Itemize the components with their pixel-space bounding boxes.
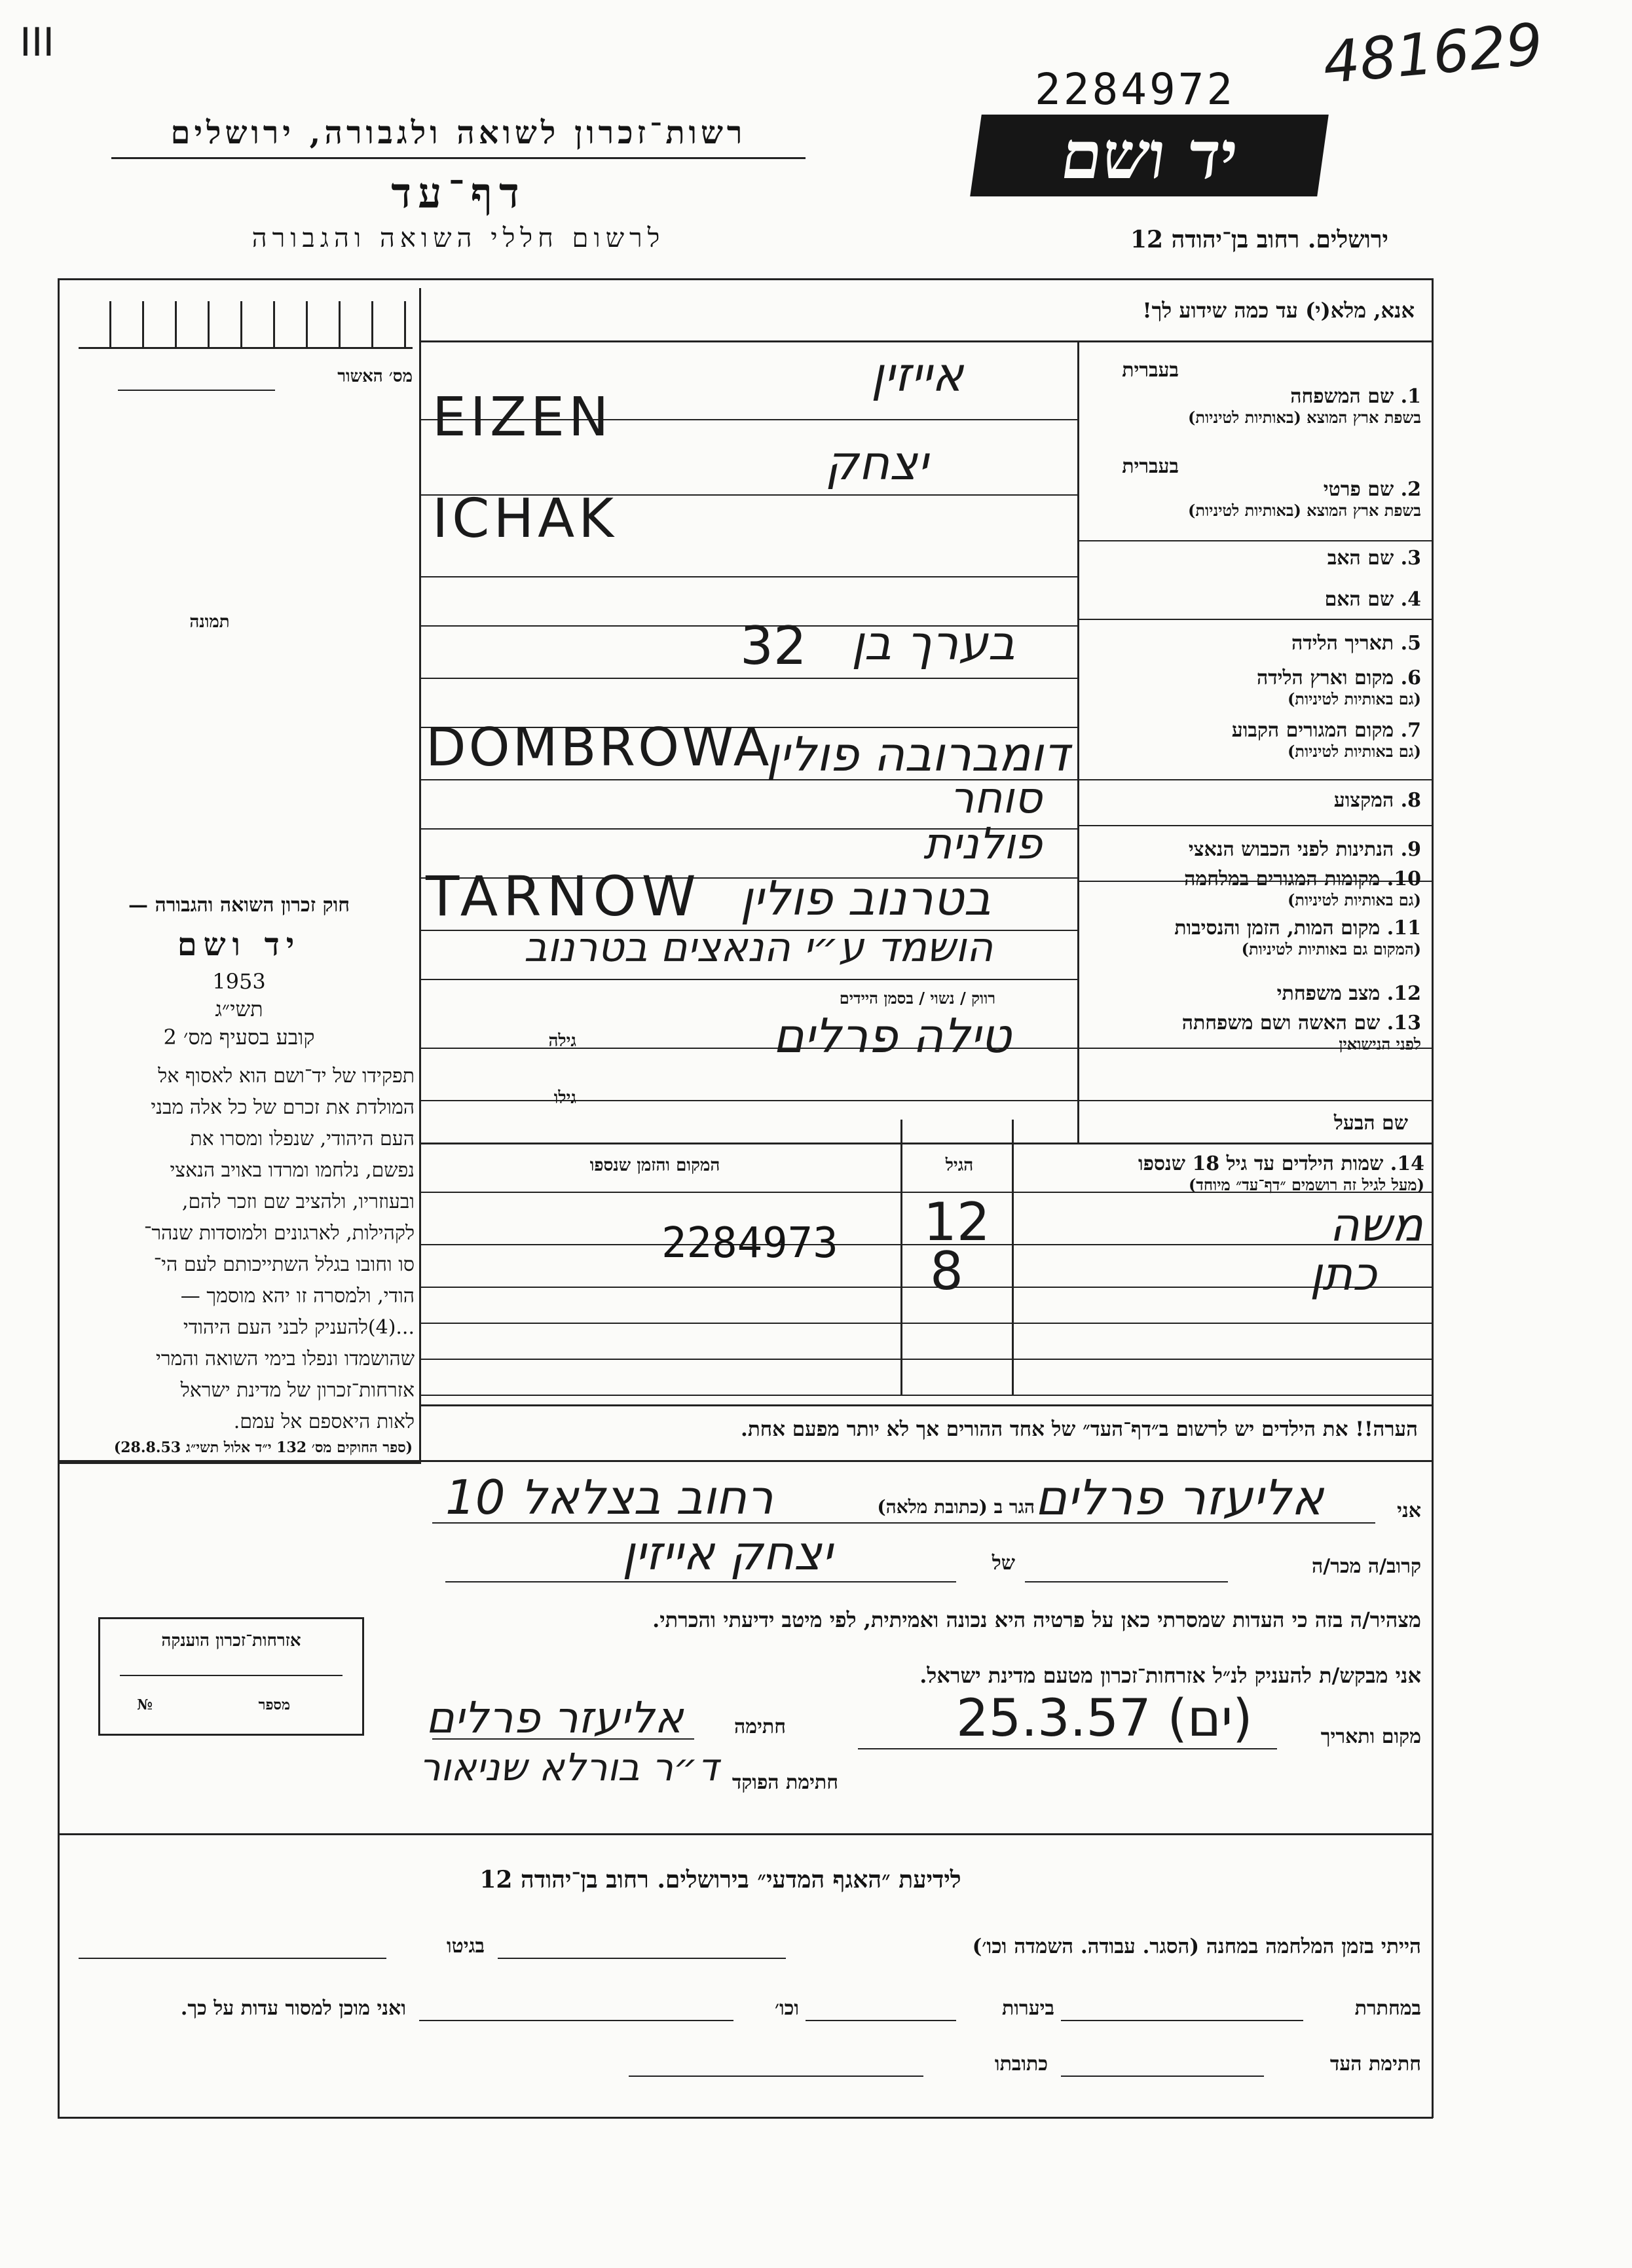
label-line <box>1079 619 1432 620</box>
label-line <box>1079 825 1432 826</box>
field-3-num: 3. <box>1400 547 1421 570</box>
officer-label: חתימת הפוקד <box>732 1771 838 1794</box>
field-9-value[interactable]: פולנית <box>923 818 1043 869</box>
children-row-line <box>419 1395 1433 1396</box>
footer-line[interactable] <box>1061 2020 1303 2021</box>
field-1-value-hebrew[interactable]: אייזין <box>871 347 963 402</box>
value-line <box>419 576 1077 577</box>
form-subtitle: לרשום חללי השואה והגבורה <box>251 223 665 253</box>
field-10-sub: (גם באותיות לטיניות) <box>1287 890 1421 909</box>
footer-camp-label: הייתי בזמן המלחמה במחנה (הסגר. עבודה. השמדה וכו׳) <box>972 1935 1421 1958</box>
photo-label: תמונה <box>189 612 230 632</box>
header-address: ירושלים. רחוב בן־יהודה 12 <box>1130 226 1388 253</box>
law-text <box>64 1061 415 1438</box>
children-num: 14. <box>1390 1152 1424 1175</box>
child-age[interactable]: 8 <box>930 1241 963 1302</box>
children-sub: (מעל לגיל זה רושמים ״דף־עד״ מיוחד) <box>1188 1175 1424 1194</box>
approval-no-line <box>118 390 275 391</box>
intro-text: אנא, מלא(י) עד כמה שידוע לך! <box>1142 298 1415 323</box>
law-text-line: הודי, ולמסרה זו יהא מוסמך — <box>180 1285 415 1308</box>
note-bottom-rule <box>58 1460 1433 1462</box>
field-10-label <box>1087 868 1421 910</box>
field-6-value-latin[interactable]: DOMBROWA <box>426 717 772 778</box>
field-1-label <box>1087 385 1421 428</box>
children-text: שמות הילדים עד גיל 18 שנספו <box>1138 1152 1384 1175</box>
field-8-value[interactable]: סוחר <box>950 773 1043 823</box>
value-line <box>419 678 1077 679</box>
field-5-value-number[interactable]: 32 <box>740 615 807 676</box>
field-6-sub: (גם באותיות לטיניות) <box>1287 689 1421 708</box>
field-9-num: 9. <box>1400 838 1421 861</box>
place-date-line <box>858 1748 1277 1749</box>
field-5-label <box>1087 632 1421 655</box>
law-text-line: תפקידו של יד־ושם הוא לאסוף אל <box>158 1065 415 1088</box>
law-text-line: סו וחובו בגלל השתייכותם לעם הי־ <box>153 1253 415 1276</box>
law-text-line: לאות היאספם אל עמם. <box>233 1410 415 1433</box>
field-6-text: מקום וארץ הלידה <box>1256 667 1394 689</box>
child-place[interactable]: 2284973 <box>661 1219 838 1268</box>
field-1-num: 1. <box>1400 385 1421 408</box>
footer-line[interactable] <box>498 1958 786 1959</box>
field-3-label <box>1087 547 1421 570</box>
of-value[interactable]: יצחק אייזין <box>622 1526 832 1581</box>
footer-title: לידיעת ״האגף המדעי״ בירושלים. רחוב בן־יהודה 12 <box>479 1866 961 1893</box>
declarant-address-label: הגר ב (כתובת מלאה) <box>877 1496 1035 1518</box>
archive-number: 481629 <box>1320 10 1546 97</box>
field-7-text: מקום המגורים הקבוע <box>1231 719 1394 742</box>
field-8-label <box>1087 789 1421 812</box>
field-7-sub: (גם באותיות לטיניות) <box>1287 742 1421 761</box>
footer-address-label: כתובתו <box>994 2053 1048 2076</box>
field-1-sub: בשפת ארץ המוצא (באותיות לטיניות) <box>1188 408 1421 427</box>
box-line <box>120 1675 343 1676</box>
signature-line <box>432 1738 694 1740</box>
frame-left <box>58 278 60 2118</box>
field-7-num: 7. <box>1400 719 1421 742</box>
corner-mark: III <box>20 20 55 65</box>
field-6-label <box>1087 667 1421 709</box>
declarant-name[interactable]: אליעזר פרלים <box>1035 1470 1324 1526</box>
label-line <box>1079 540 1432 541</box>
footer-top-rule <box>58 1833 1433 1835</box>
field-12-options[interactable]: רווק / נשוי / בסמן היידים <box>839 989 995 1008</box>
field-4-text: שם האם <box>1324 588 1394 611</box>
of-label: של <box>992 1552 1015 1575</box>
left-panel-bottom <box>58 1462 421 1464</box>
law-text-line: שהושמדו ונפלו בימי השואה והמרי <box>155 1347 415 1370</box>
request-text: אני מבקש/ת להעניק לנ״ל אזרחות־זכרון מטעם מדינת ישראל. <box>919 1663 1421 1688</box>
citizenship-box <box>98 1617 364 1736</box>
note-top-rule <box>419 1404 1433 1406</box>
yad-vashem-logo: יד ושם <box>970 115 1329 196</box>
children-row-line <box>419 1323 1433 1324</box>
child-name[interactable]: כתן <box>1310 1247 1377 1301</box>
children-row-line <box>419 1287 1433 1288</box>
field-13-value[interactable]: טילה פרלים <box>773 1008 1012 1063</box>
law-section: קובע בסעיף מס׳ 2 <box>163 1025 315 1050</box>
field-10-value-latin[interactable]: TARNOW <box>426 864 701 928</box>
relation-line <box>1025 1581 1228 1582</box>
children-label <box>1022 1152 1424 1195</box>
law-year-hebrew: תשי״ג <box>215 997 263 1021</box>
field-12-text: מצב משפחתי <box>1276 982 1381 1005</box>
citizenship-box-number-label: מספר <box>258 1696 290 1713</box>
field-8-text: המקצוע <box>1333 789 1394 812</box>
footer-witness-signature-label: חתימת העד <box>1329 2053 1421 2076</box>
value-line <box>419 979 1077 980</box>
field-2-text: שם פרטי <box>1323 478 1394 501</box>
declarant-i-label: אני <box>1397 1499 1421 1522</box>
label-line <box>1079 779 1432 780</box>
officer-signature[interactable]: ד״ר בורלא שניאור <box>419 1745 719 1789</box>
of-line <box>445 1581 956 1582</box>
page-number: 2284972 <box>1035 64 1236 115</box>
footer-line[interactable] <box>806 2020 956 2021</box>
field-9-label <box>1087 838 1421 861</box>
signature-label: חתימה <box>734 1715 786 1738</box>
law-text-line: המולדת את זכרם של כל אלה מבני <box>151 1096 415 1119</box>
field-1-text: שם המשפחה <box>1290 385 1394 408</box>
children-age-header: הגיל <box>945 1156 974 1175</box>
field-10-value-hebrew[interactable]: בטרנוב פולין <box>740 871 992 926</box>
citizenship-box-title: אזרחות־זכרון הוענקה <box>161 1631 301 1651</box>
field-12-num: 12. <box>1386 982 1421 1005</box>
law-text-line: ...(4)להעניק לבני העם היהודי <box>183 1316 415 1339</box>
place-date-value[interactable]: 25.3.57 (ים) <box>956 1689 1253 1748</box>
field-13-label <box>1087 1012 1421 1054</box>
field-5-value[interactable]: בערך בן <box>851 615 1016 670</box>
field-2-hebrew-label: בעברית <box>1122 455 1179 478</box>
children-col-divider <box>900 1120 902 1395</box>
field-10-num: 10. <box>1386 868 1421 890</box>
law-title: חוק זכרון השואה והגבורה — <box>128 894 350 917</box>
field-8-num: 8. <box>1400 789 1421 812</box>
approval-no-label: מס׳ האשור <box>337 367 413 386</box>
field-2-value-hebrew[interactable]: יצחק <box>825 435 928 490</box>
footer-underground-label: במחתרת <box>1354 1997 1421 2020</box>
field-3-text: שם האב <box>1327 547 1394 570</box>
field-1-value-latin[interactable]: EIZEN <box>432 386 613 448</box>
frame-top <box>58 278 1433 280</box>
field-2-num: 2. <box>1400 478 1421 501</box>
label-line <box>1079 1100 1432 1101</box>
footer-line[interactable] <box>1061 2076 1264 2077</box>
law-text-line: העם היהודי, שנפלו ומסרו את <box>190 1127 415 1150</box>
field-12-label <box>1087 982 1421 1005</box>
citizenship-box-number-prefix: № <box>137 1696 153 1713</box>
field-13-text: שם האשה ושם משפחתה <box>1181 1012 1381 1034</box>
children-row-line <box>419 1359 1433 1360</box>
footer-ghetto-label: בגיטו <box>446 1935 485 1958</box>
declarant-line <box>432 1522 1375 1524</box>
husband-label: שם הבעל <box>1333 1112 1408 1135</box>
field-4-label <box>1087 588 1421 611</box>
law-text-line: לקהילות, לארגונים ולמוסדות שנהר־ <box>143 1222 415 1245</box>
husband-age-label: גילו <box>553 1088 576 1108</box>
law-text-line: אזרחות־זכרון של מדינת ישראל <box>180 1379 415 1402</box>
footer-forests-label: ביערות <box>1001 1997 1054 2020</box>
children-place-header: המקום והזמן שנספו <box>589 1156 720 1175</box>
footer-line[interactable] <box>629 2076 923 2077</box>
law-ref-1: (ספר החוקים מס׳ 132 י״ד אלול תשי״ג 28.8.53) <box>113 1439 413 1456</box>
approval-boxes <box>79 301 413 349</box>
field-6-num: 6. <box>1400 667 1421 689</box>
footer-testimony-label: ואני מוכן למסור עדות על כך. <box>180 1997 406 2020</box>
label-column-divider <box>1077 340 1079 1143</box>
declaration-text: מצהיר/ה בזה כי העדות שמסרתי כאן על פרטיה היא נכונה ואמיתית, לפי מיטב ידיעתי והכרתי. <box>652 1607 1421 1632</box>
frame-right <box>1432 278 1434 2118</box>
children-col-divider <box>1012 1120 1014 1395</box>
child-name[interactable]: משה <box>1329 1198 1423 1252</box>
field-11-label <box>1087 917 1421 959</box>
law-name: יד ושם <box>177 926 301 963</box>
footer-line[interactable] <box>79 1958 386 1959</box>
relation-label: קרוב/ה מכר/ה <box>1312 1555 1421 1578</box>
field-13-sub: לפני הנישואין <box>1339 1034 1421 1053</box>
field-13-num: 13. <box>1386 1012 1421 1034</box>
field-2-sub: בשפת ארץ המוצא (באותיות לטיניות) <box>1188 501 1421 520</box>
field-11-value[interactable]: הושמד ע״י הנאצים בטרנוב <box>524 923 993 971</box>
field-4-num: 4. <box>1400 588 1421 611</box>
institution-name: רשות־זכרון לשואה ולגבורה, ירושלים <box>170 115 747 151</box>
field-5-num: 5. <box>1400 632 1421 655</box>
field-11-text: מקום המות, הזמן והנסיבות <box>1174 917 1381 940</box>
form-title: דף־עד <box>391 169 526 218</box>
intro-rule <box>419 340 1433 342</box>
child-age[interactable]: 12 <box>923 1192 990 1253</box>
footer-line[interactable] <box>419 2020 733 2021</box>
field-7-label <box>1087 719 1421 761</box>
frame-bottom <box>58 2117 1433 2119</box>
law-text-line: נפשם, נלחמו ומרדו באויב הנאצי <box>170 1159 415 1182</box>
signature-value[interactable]: אליעזר פרלים <box>426 1692 684 1743</box>
law-year: 1953 <box>212 969 266 994</box>
place-date-label: מקום ותאריך <box>1320 1725 1421 1748</box>
field-10-text: מקומות המגורים במלחמה <box>1184 868 1381 890</box>
note-text: הערה!! את הילדים יש לרשום ב״דף־העד״ של אחד ההורים אך לא יותר מפעם אחת. <box>741 1418 1418 1441</box>
field-11-num: 11. <box>1386 917 1421 940</box>
declarant-address[interactable]: רחוב בצלאל 10 <box>445 1470 773 1525</box>
section-rule <box>419 1143 1433 1144</box>
field-9-text: הנתינות לפני הכבוש הנאצי <box>1188 838 1394 861</box>
field-11-sub: (המקום גם באותיות לטיניות) <box>1241 940 1421 959</box>
field-6-value-hebrew[interactable]: דומברובה פולין <box>766 727 1069 782</box>
law-text-line: ובעוזריו, ולהציב שם וזכר להם, <box>181 1190 415 1213</box>
footer-etc-label: וכו׳ <box>775 1997 799 2020</box>
wife-age-label: גילה <box>548 1031 576 1051</box>
field-1-hebrew-label: בעברית <box>1122 359 1179 382</box>
header-rule <box>111 157 806 159</box>
field-2-value-latin[interactable]: ICHAK <box>432 488 618 550</box>
field-2-label <box>1087 478 1421 521</box>
field-5-text: תאריך הלידה <box>1291 632 1394 655</box>
